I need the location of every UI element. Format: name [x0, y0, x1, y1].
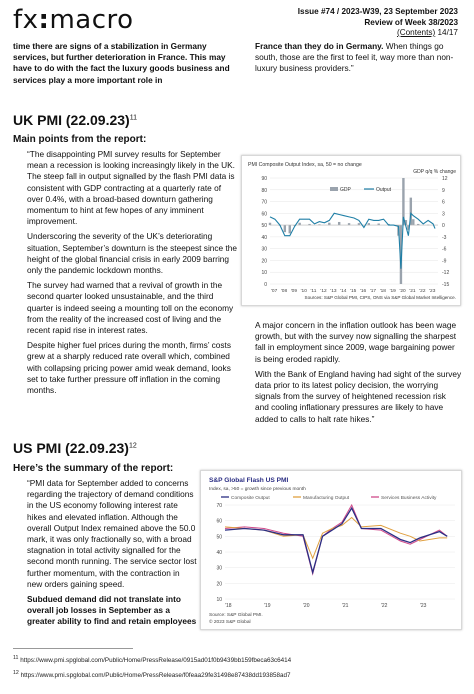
- us-x-tick-label: '22: [380, 603, 388, 609]
- us-paragraph-1: “PMI data for September added to concerns regarding the trajectory of demand conditions in the US economy following interest rate hikes and elevated inflation. Although the overall Output Index remained above the 50.0 mark, it was only fractionally so, with a broad stagnation in total activity signalled for the second month running. The service sector lost further momentum, with the contraction in new orders gaining speed.: [27, 478, 197, 589]
- uk-paragraph-2: Underscoring the severity of the UK’s deteriorating situation, September’s downturn is the steepest since the height of the global financial crisis in early 2009 barring only the pandemic lockdown months.: [27, 231, 238, 276]
- uk-gdp-bar: [298, 223, 300, 225]
- us-y-tick-label: 70: [216, 503, 222, 509]
- us-series-line-composite: [225, 508, 447, 572]
- uk-x-tick-label: '09: [290, 289, 298, 294]
- uk-x-tick-label: '17: [369, 289, 377, 294]
- us-body-left: [27, 478, 197, 632]
- uk-x-tick-label: '21: [409, 289, 416, 294]
- us-series-line-services: [225, 505, 447, 574]
- uk-subheading: Main points from the report:: [13, 134, 147, 145]
- top-left-text: time there are signs of a stabilization in Germany services, but further deterioration in France. This may have to do with the fact the luxury goods business and services play a more important role in: [13, 41, 230, 85]
- uk-x-tick-label: '08: [280, 289, 288, 294]
- us-pmi-chart: [200, 470, 462, 630]
- footnote-ref-11[interactable]: 11: [129, 114, 137, 122]
- top-right-text: France than they do in Germany. When things go south, those are the first to feel it, way more than non-luxury business providers.”: [255, 41, 454, 74]
- uk-right-tick-label: -6: [442, 246, 447, 253]
- uk-legend-gdp-swatch: [330, 187, 338, 191]
- uk-right-tick-label: 9: [442, 187, 445, 194]
- footnote-divider: [13, 648, 133, 649]
- uk-left-tick-label: 10: [261, 270, 267, 277]
- uk-gdp-bar: [284, 225, 286, 232]
- us-legend-label: Composite Output: [231, 496, 270, 501]
- us-x-tick-label: '18: [225, 603, 232, 609]
- uk-body-right: [255, 320, 462, 429]
- us-y-tick-label: 40: [216, 550, 222, 556]
- us-y-tick-label: 20: [216, 581, 222, 588]
- us-y-tick-label: 30: [216, 565, 222, 572]
- uk-gdp-bar: [289, 225, 291, 233]
- uk-chart-source: Sources: S&P Global PMI, CIPS, ONS via S&P Global Market Intelligence.: [304, 295, 456, 300]
- uk-left-tick-label: 70: [261, 199, 267, 206]
- footnote-12: $^{12}$ https://www.pmi.spglobal.com/Public/Home/PressRelease/f0feaa29fe31498e87438dd193858ad7: [13, 670, 291, 680]
- uk-x-tick-label: '14: [340, 289, 347, 294]
- us-chart-copyright: © 2023 S&P Global: [209, 620, 251, 625]
- uk-gdp-bar: [338, 222, 340, 225]
- uk-x-tick-label: '13: [330, 289, 337, 294]
- us-paragraph-2: Subdued demand did not translate into overall job losses in September as a greater ability to find and retain employees: [27, 594, 197, 627]
- uk-legend-gdp-label: GDP: [340, 187, 351, 193]
- uk-x-tick-label: '22: [419, 289, 426, 294]
- uk-gdp-bar: [269, 223, 271, 225]
- us-x-tick-label: '23: [419, 603, 427, 609]
- uk-right-tick-label: -9: [442, 258, 447, 265]
- fxmacro-logo: fx:macro: [13, 5, 134, 35]
- uk-pmi-heading: UK PMI $(22.09.23)^{11}$: [13, 112, 137, 128]
- uk-right-tick-label: -15: [442, 282, 450, 288]
- footnotes: [13, 648, 291, 682]
- uk-right-tick-label: 0: [442, 223, 445, 230]
- us-x-tick-label: '20: [302, 603, 310, 609]
- uk-chart-right-axis-title: GDP q/q % change: [413, 169, 456, 175]
- uk-left-tick-label: 80: [261, 187, 267, 194]
- us-legend-label: Manufacturing Output: [303, 496, 350, 501]
- us-x-tick-label: '21: [341, 603, 349, 609]
- us-chart-title: S&P Global Flash US PMI: [209, 477, 289, 484]
- uk-chart-svg: [242, 156, 462, 307]
- us-pmi-heading: US PMI $(22.09.23)^{12}$: [13, 440, 137, 456]
- footnote-11: $^{11}$ https://www.pmi.spglobal.com/Public/Home/PressRelease/0915ad01f0b9439bb159fbeca63c6414: [13, 655, 292, 665]
- us-y-tick-label: 60: [216, 518, 222, 525]
- uk-paragraph-5: A major concern in the inflation outlook has been wage growth, but with the survey now signalling the sharpest fall in employment since 2009, wage bargaining power is being eroded rapidly.: [255, 320, 457, 364]
- uk-right-tick-label: -12: [442, 270, 450, 277]
- us-chart-svg: [201, 471, 463, 631]
- uk-x-tick-label: '20: [399, 289, 406, 294]
- uk-body-left: [27, 149, 239, 400]
- uk-x-tick-label: '15: [350, 289, 357, 294]
- uk-left-tick-label: 30: [261, 246, 267, 253]
- footnote-ref-12[interactable]: 12: [128, 442, 137, 450]
- uk-left-tick-label: 50: [261, 223, 267, 230]
- uk-x-tick-label: '19: [389, 289, 396, 294]
- uk-pmi-chart: [241, 155, 461, 306]
- uk-right-tick-label: -3: [442, 234, 447, 241]
- uk-gdp-bar: [328, 223, 330, 225]
- footnote-11-link[interactable]: https://www.pmi.spglobal.com/Public/Home/PressRelease/0915ad01f0b9439bb159fbeca63c6414: [20, 657, 292, 665]
- uk-left-tick-label: 40: [261, 234, 267, 241]
- uk-paragraph-1: “The disappointing PMI survey results for September mean a recession is looking increasingly likely in the UK. The steep fall in output signalled by the flash PMI data is consistent with GDP contracting at a quarterly rate of over 0.4%, with a broad-based downturn gathering momentum to hint at few hopes of any imminent improvement.: [27, 149, 235, 227]
- page-number: 14/17: [437, 28, 458, 37]
- uk-x-tick-label: '16: [359, 289, 367, 294]
- us-chart-subtitle: Index, sa, >50 = growth since previous month: [209, 487, 306, 492]
- uk-chart-title: PMI Composite Output Index, sa, 50 = no change: [248, 162, 362, 168]
- uk-left-tick-label: 60: [261, 211, 267, 218]
- uk-left-tick-label: 20: [261, 258, 267, 265]
- uk-left-tick-label: 0: [264, 282, 267, 288]
- us-y-tick-label: 50: [216, 534, 222, 541]
- us-chart-source: Source: S&P Global PMI.: [209, 613, 263, 618]
- uk-x-tick-label: '23: [429, 289, 436, 294]
- uk-paragraph-6: With the Bank of England having had sight of the survey data prior to its latest policy decision, the worrying signals from the survey of heightened recession risk and cooling inflationary pressures are likely to have added to calls to halt rate hikes.”: [255, 368, 462, 424]
- footnote-12-link[interactable]: https://www.pmi.spglobal.com/Public/Home/PressRelease/f0feaa29fe31498e87438dd193858ad7: [20, 672, 291, 680]
- uk-left-tick-label: 90: [261, 176, 267, 182]
- uk-legend-output-label: Output: [376, 187, 392, 193]
- uk-x-tick-label: '10: [300, 289, 307, 294]
- us-legend-label: Services Business Activity: [381, 496, 437, 501]
- uk-x-tick-label: '11: [310, 289, 317, 294]
- us-x-tick-label: '19: [263, 603, 271, 609]
- us-subheading: Here’s the summary of the report:: [13, 463, 174, 474]
- review-line: Review of Week 38/2023: [364, 17, 458, 27]
- us-y-tick-label: 10: [216, 597, 222, 603]
- issue-line: Issue #74 / 2023-W39, 23 September 2023: [297, 7, 458, 16]
- uk-gdp-bar: [412, 219, 414, 225]
- uk-x-tick-label: '12: [320, 289, 327, 294]
- uk-paragraph-4: Despite higher fuel prices during the month, firms’ costs grew at a sharply reduced rate overall which, combined with collapsing pricing power amid weak demand, looks set to take further pressure off inflation in the coming months.: [27, 340, 231, 396]
- issue-info: [298, 7, 458, 39]
- uk-x-tick-label: '18: [379, 289, 386, 294]
- contents-link[interactable]: (Contents): [396, 28, 436, 37]
- uk-right-tick-label: 6: [442, 199, 445, 206]
- uk-x-tick-label: '07: [271, 289, 278, 294]
- uk-right-tick-label: 12: [442, 176, 448, 182]
- uk-right-tick-label: 3: [442, 211, 445, 218]
- uk-paragraph-3: The survey had warned that a revival of growth in the second quarter looked unsustainable, and the third quarter is indeed seeing a mounting toll on the economy from the reality of the increased cost of living and the recent rapid rise in interest rates.: [27, 280, 234, 336]
